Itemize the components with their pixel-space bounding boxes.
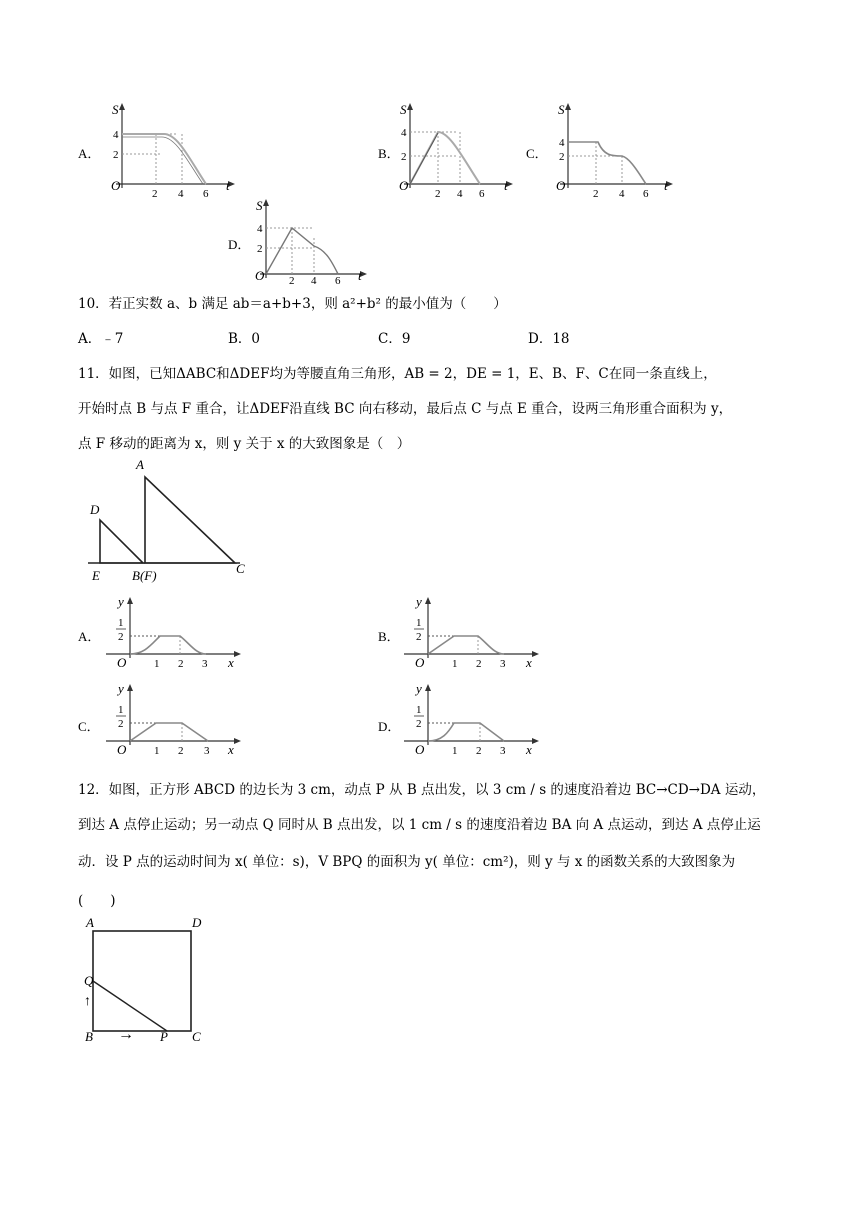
- vertex-d-label: D: [90, 502, 100, 517]
- axis-t-label: t: [358, 268, 362, 283]
- origin-label: O: [117, 742, 127, 757]
- axis-x-label: x: [228, 655, 234, 670]
- tick-label: 4: [457, 188, 463, 200]
- q11-graph-d: [402, 683, 542, 757]
- tick-label: 1: [452, 658, 458, 670]
- q9-graph-c: [554, 100, 676, 200]
- tick-label: 1: [452, 745, 458, 757]
- vertex-e-label: E: [92, 568, 100, 583]
- origin-label: O: [255, 268, 265, 283]
- axis-t-label: t: [664, 178, 668, 193]
- arrow-right-icon: →: [118, 1026, 134, 1043]
- tick-label: 3: [500, 745, 506, 757]
- tick-label: 4: [619, 188, 625, 200]
- q11-stem-line-3: 点 F 移动的距离为 x，则 y 关于 x 的大致图象是（ ）: [78, 436, 411, 452]
- q11-option-d-label: D．: [378, 719, 401, 734]
- tick-label: 1: [154, 745, 160, 757]
- tick-label: 6: [203, 188, 209, 200]
- q11-option-b-label: B．: [378, 629, 400, 644]
- q12-stem-line-1: 12．如图，正方形 ABCD 的边长为 3 cm，动点 P 从 B 点出发，以 3 cm / s 的速度沿着边 BC→CD→DA 运动，: [78, 782, 766, 798]
- q9-option-b-label: B．: [378, 146, 400, 161]
- q11-triangles-figure: [80, 452, 260, 592]
- q9-option-d-label: D．: [228, 237, 251, 252]
- tick-label: 2: [178, 745, 184, 757]
- origin-label: O: [117, 655, 127, 670]
- tick-label: 2: [593, 188, 599, 200]
- axis-t-label: t: [504, 178, 508, 193]
- origin-label: O: [111, 178, 121, 193]
- axis-y-label: y: [416, 594, 422, 609]
- axis-s-label: S: [558, 102, 565, 117]
- tick-label: 4: [257, 223, 263, 235]
- origin-label: O: [399, 178, 409, 193]
- q10-stem: 10．若正实数 a、b 满足 ab＝a+b+3，则 a²+b² 的最小值为（ ）: [78, 296, 507, 312]
- q10-option-c: C．9: [378, 331, 411, 347]
- origin-label: O: [415, 655, 425, 670]
- arrow-up-icon: ↑: [84, 994, 91, 1009]
- tick-label: 4: [559, 137, 565, 149]
- q10-option-a: A．﹣7: [78, 331, 124, 347]
- tick-label: 6: [479, 188, 485, 200]
- q11-stem-line-1: 11．如图，已知ΔABC和ΔDEF均为等腰直角三角形，AB = 2，DE = 1，E、B、F、C在同一条直线上，: [78, 366, 717, 382]
- axis-y-label: y: [118, 594, 124, 609]
- tick-label: 2: [289, 275, 295, 287]
- tick-label: 2: [559, 151, 565, 163]
- vertex-c-label: C: [236, 561, 245, 576]
- q12-stem-line-3: 动．设 P 点的运动时间为 x( 单位：s)，V BPQ 的面积为 y( 单位：cm²)，则 y 与 x 的函数关系的大致图象为: [78, 854, 736, 870]
- vertex-c-label: C: [192, 1029, 201, 1044]
- tick-label: 4: [401, 127, 407, 139]
- q11-graph-c: [104, 683, 244, 757]
- q11-graph-b: [402, 596, 542, 670]
- axis-y-label: y: [416, 681, 422, 696]
- tick-label: 3: [204, 745, 210, 757]
- tick-label: 2: [178, 658, 184, 670]
- tick-label: 2: [401, 151, 407, 163]
- axis-x-label: x: [526, 655, 532, 670]
- tick-label: 3: [202, 658, 208, 670]
- tick-label: 4: [113, 129, 119, 141]
- half-denominator: 2: [416, 718, 422, 730]
- q11-option-c-label: C．: [78, 719, 100, 734]
- q9-option-a-label: A．: [78, 146, 101, 161]
- tick-label: 6: [643, 188, 649, 200]
- axis-y-label: y: [118, 681, 124, 696]
- q12-stem-line-4: ( ): [78, 893, 116, 909]
- tick-label: 2: [435, 188, 441, 200]
- point-q-label: Q: [84, 973, 94, 988]
- vertex-d-label: D: [192, 915, 202, 930]
- axis-x-label: x: [228, 742, 234, 757]
- point-p-label: P: [160, 1029, 168, 1044]
- axis-s-label: S: [112, 102, 119, 117]
- axis-s-label: S: [256, 198, 263, 213]
- vertex-b-label: B: [85, 1029, 93, 1044]
- q11-option-a-label: A．: [78, 629, 101, 644]
- half-denominator: 2: [416, 631, 422, 643]
- tick-label: 2: [257, 243, 263, 255]
- q10-option-d: D．18: [528, 331, 570, 347]
- tick-label: 4: [178, 188, 184, 200]
- q9-graph-d: [252, 196, 368, 287]
- tick-label: 1: [154, 658, 160, 670]
- half-numerator: 1: [416, 704, 422, 716]
- tick-label: 2: [476, 745, 482, 757]
- tick-label: 4: [311, 275, 317, 287]
- half-numerator: 1: [416, 617, 422, 629]
- origin-label: O: [415, 742, 425, 757]
- q12-stem-line-2: 到达 A 点停止运动；另一动点 Q 同时从 B 点出发，以 1 cm / s 的速度沿着边 BA 向 A 点运动，到达 A 点停止运: [78, 817, 761, 833]
- q9-graph-b: [398, 100, 514, 200]
- vertex-a-label: A: [136, 457, 144, 472]
- axis-x-label: x: [526, 742, 532, 757]
- tick-label: 6: [335, 275, 341, 287]
- half-numerator: 1: [118, 704, 124, 716]
- tick-label: 2: [476, 658, 482, 670]
- tick-label: 2: [113, 149, 119, 161]
- q9-graph-a: [106, 100, 236, 200]
- vertex-bf-label: B(F): [132, 568, 157, 583]
- half-denominator: 2: [118, 631, 124, 643]
- q11-graph-a: [104, 596, 244, 670]
- q11-stem-line-2: 开始时点 B 与点 F 重合，让ΔDEF沿直线 BC 向右移动，最后点 C 与点 E 重合，设两三角形重合面积为 y，: [78, 401, 733, 417]
- tick-label: 3: [500, 658, 506, 670]
- axis-s-label: S: [400, 102, 407, 117]
- half-numerator: 1: [118, 617, 124, 629]
- origin-label: O: [556, 178, 566, 193]
- vertex-a-label: A: [86, 915, 94, 930]
- axis-t-label: t: [226, 178, 230, 193]
- tick-label: 2: [152, 188, 158, 200]
- half-denominator: 2: [118, 718, 124, 730]
- q12-square-figure: [80, 915, 210, 1047]
- q10-option-b: B．0: [228, 331, 261, 347]
- q9-option-c-label: C．: [526, 146, 548, 161]
